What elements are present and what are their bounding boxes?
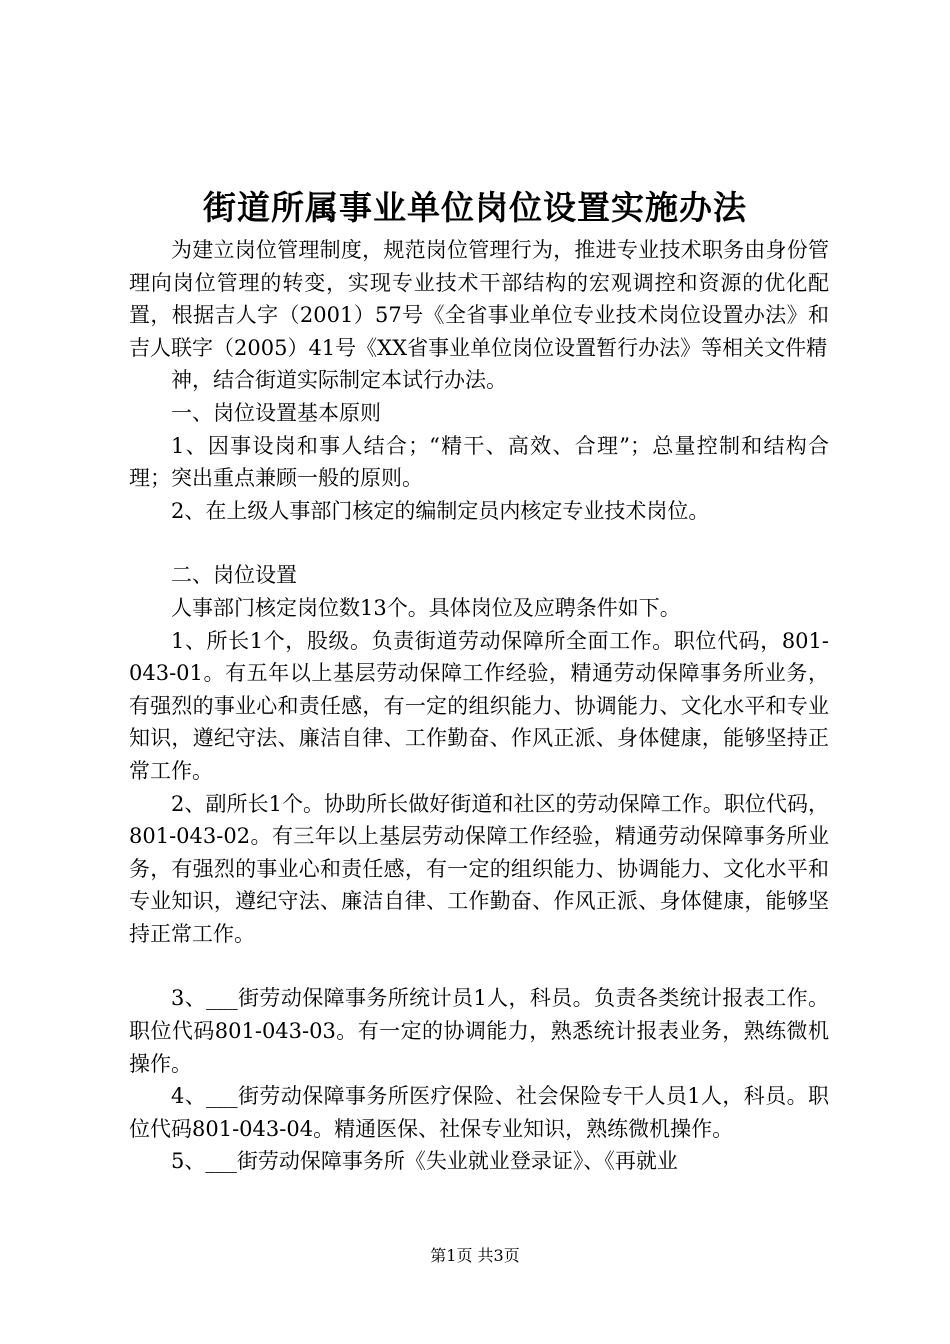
section-heading-principles: 一、岗位设置基本原则 (171, 400, 381, 425)
paragraph-spacer (129, 950, 829, 982)
document-body (129, 234, 829, 1178)
page-footer: 第1页 共3页 (430, 1246, 520, 1265)
paragraph-intro-cont: 神，结合街道实际制定本试行办法。 (171, 368, 507, 393)
paragraph-principle-1: 1、因事设岗和事人结合；“精干、高效、合理”；总量控制和结构合理；突出重点兼顾一般的原则。 (129, 433, 829, 491)
paragraph-position-4: 4、___街劳动保障事务所医疗保险、社会保险专干人员1人，科员。职位代码801-043-04。精通医保、社保专业知识，熟练微机操作。 (129, 1084, 829, 1141)
paragraph-position-5: 5、___街劳动保障事务所《失业就业登录证》、《再就业 (171, 1149, 678, 1174)
paragraph-intro: 为建立岗位管理制度，规范岗位管理行为，推进专业技术职务由身份管理向岗位管理的转变，实现专业技术干部结构的宏观调控和资源的优化配置，根据吉人字（2001）57号《全省事业单位专业技术岗位设置办法》和吉人联字（2005）41号《XX省事业单位岗位设置暂行办法》等相关文件精 (129, 238, 829, 360)
paragraph-principle-2: 2、在上级人事部门核定的编制定员内核定专业技术岗位。 (171, 498, 710, 523)
document-title: 街道所属事业单位岗位设置实施办法 (203, 188, 747, 227)
paragraph-position-2: 2、副所长1个。协助所长做好街道和社区的劳动保障工作。职位代码，801-043-02。有三年以上基层劳动保障工作经验，精通劳动保障事务所业务，有强烈的事业心和责任感，有一定的组织能力、协调能力、文化水平和专业知识，遵纪守法、廉洁自律、工作勤奋、作风正派、身体健康，能够坚持正常工作。 (129, 791, 829, 946)
paragraph-spacer (129, 527, 829, 559)
paragraph-position-count: 人事部门核定岗位数13个。具体岗位及应聘条件如下。 (171, 595, 681, 620)
paragraph-position-1: 1、所长1个，股级。负责街道劳动保障所全面工作。职位代码，801-043-01。有五年以上基层劳动保障工作经验，精通劳动保障事务所业务，有强烈的事业心和责任感，有一定的组织能力、协调能力、文化水平和专业知识，遵纪守法、廉洁自律、工作勤奋、作风正派、身体健康，能够坚持正常工作。 (129, 628, 829, 783)
section-heading-positions: 二、岗位设置 (171, 563, 297, 588)
paragraph-position-3: 3、___街劳动保障事务所统计员1人，科员。负责各类统计报表工作。职位代码801-043-03。有一定的协调能力，熟悉统计报表业务，熟练微机操作。 (129, 986, 829, 1076)
